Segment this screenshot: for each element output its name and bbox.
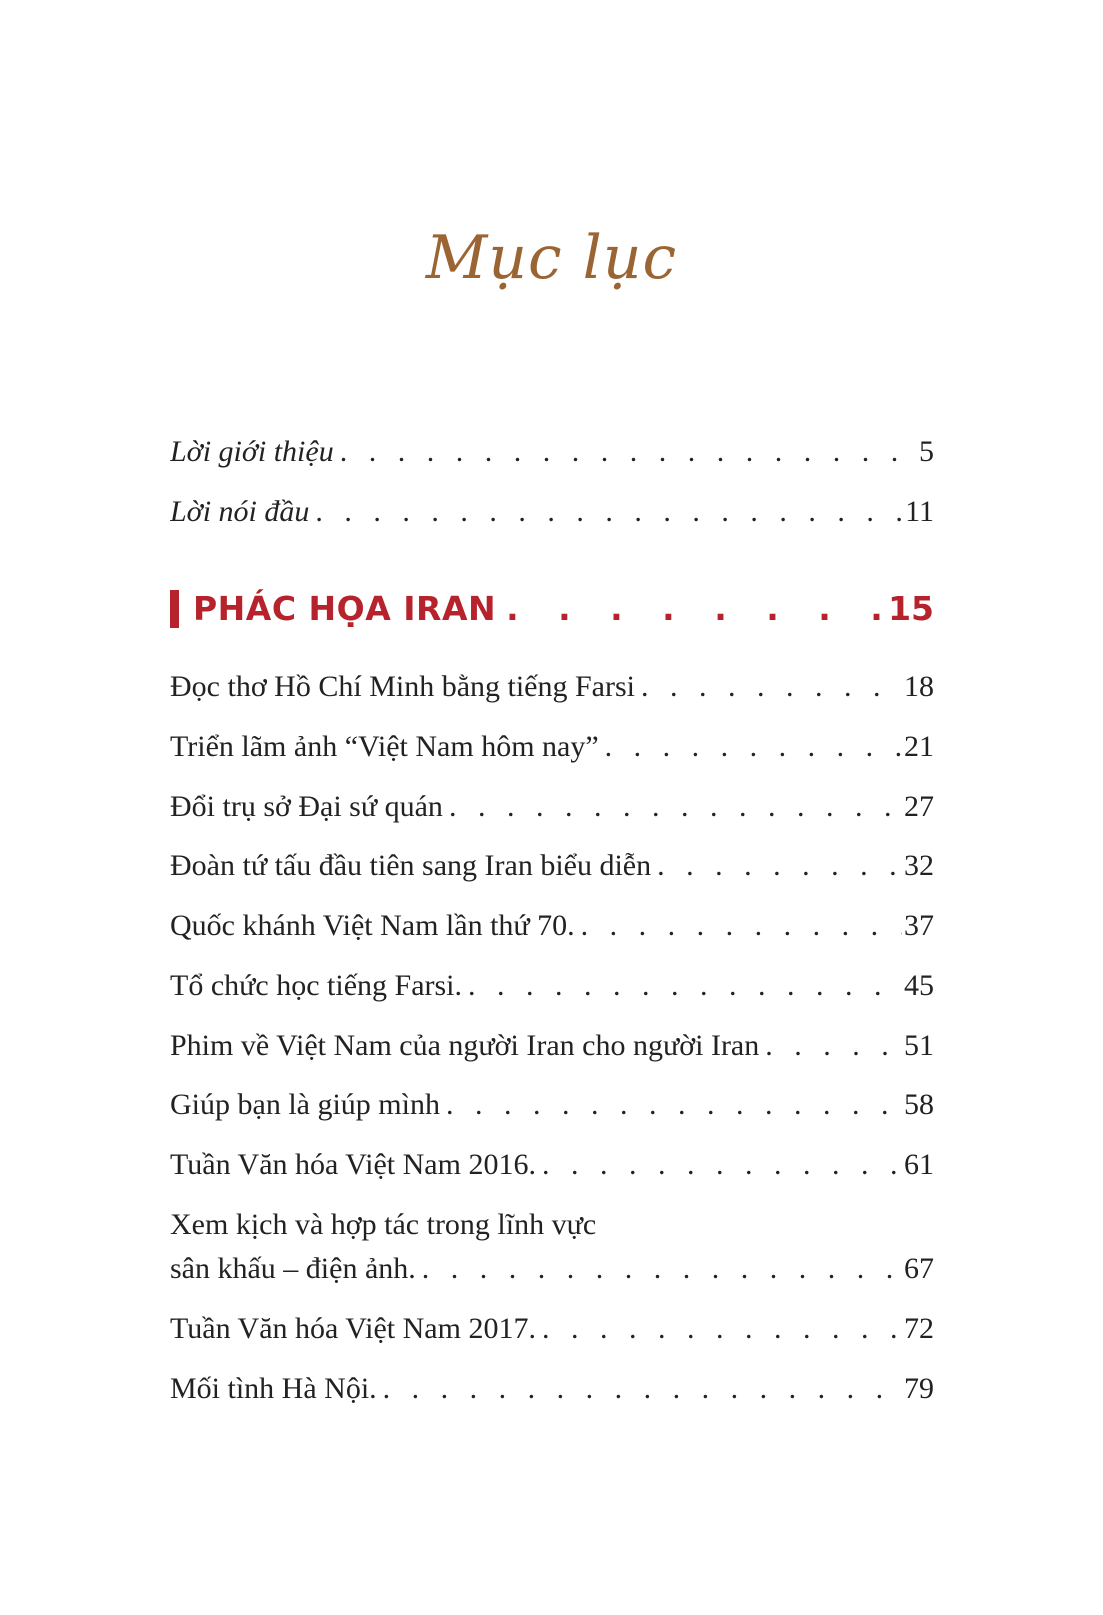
toc-page-number: 32 [904, 849, 934, 882]
toc-entry-preface[interactable] [170, 492, 934, 532]
toc-entry-label: Đổi trụ sở Đại sứ quán [170, 790, 443, 823]
toc-entry-label: Quốc khánh Việt Nam lần thứ 70. [170, 909, 575, 942]
dot-leader [416, 1249, 902, 1289]
toc-entry-label: Tuần Văn hóa Việt Nam 2016. [170, 1148, 536, 1181]
toc-page-number: 18 [904, 670, 934, 703]
toc-entry[interactable] [170, 667, 934, 707]
dot-leader [496, 584, 884, 634]
dot-leader [443, 787, 902, 827]
dot-leader [575, 906, 902, 946]
toc-entry[interactable] [170, 1369, 934, 1409]
toc-entry[interactable] [170, 1309, 934, 1349]
toc-page-number: 21 [904, 730, 934, 763]
toc-entry[interactable] [170, 1249, 934, 1289]
toc-entry-label: sân khấu – điện ảnh. [170, 1252, 416, 1285]
page-title: Mục lục [425, 223, 678, 293]
dot-leader [536, 1145, 902, 1185]
toc-section-heading[interactable] [170, 584, 934, 634]
toc-page-number: 27 [904, 790, 934, 823]
toc-page-number: 67 [904, 1252, 934, 1285]
toc-entry-label: Giúp bạn là giúp mình [170, 1088, 440, 1121]
toc-entry-label: Lời nói đầu [170, 495, 310, 528]
dot-leader [536, 1309, 902, 1349]
toc-page-number: 37 [904, 909, 934, 942]
dot-leader [309, 492, 903, 532]
dot-leader [334, 432, 917, 472]
toc-entry[interactable] [170, 906, 934, 946]
toc-entry-label: Đọc thơ Hồ Chí Minh bằng tiếng Farsi [170, 670, 635, 703]
toc-entry-label: Triển lãm ảnh “Việt Nam hôm nay” [170, 730, 599, 763]
toc-page-number: 61 [904, 1148, 934, 1181]
toc-page-number: 5 [919, 435, 934, 468]
toc-page-number: 58 [904, 1088, 934, 1121]
section-title: PHÁC HỌA IRAN [193, 589, 497, 628]
toc-entry-label: Mối tình Hà Nội. [170, 1372, 377, 1405]
toc-entry-label: Tuần Văn hóa Việt Nam 2017. [170, 1312, 536, 1345]
toc-entry-introduction[interactable] [170, 432, 934, 472]
dot-leader [440, 1085, 902, 1125]
section-marker-bar [170, 590, 179, 628]
toc-page-number: 51 [904, 1029, 934, 1062]
toc-page-number: 79 [904, 1372, 934, 1405]
dot-leader [759, 1026, 902, 1066]
toc-page-number: 11 [905, 495, 934, 528]
toc-entry[interactable] [170, 787, 934, 827]
dot-leader [599, 727, 902, 767]
toc-entry[interactable] [170, 966, 934, 1006]
dot-leader [377, 1369, 902, 1409]
toc-entry[interactable] [170, 846, 934, 886]
toc-entry[interactable] [170, 1085, 934, 1125]
toc-entry[interactable] [170, 727, 934, 767]
section-page-number: 15 [888, 589, 934, 628]
toc-entry[interactable] [170, 1145, 934, 1185]
toc-entry[interactable] [170, 1026, 934, 1066]
toc-entry-label: Đoàn tứ tấu đầu tiên sang Iran biểu diễn [170, 849, 652, 882]
toc-entry-label: Phim về Việt Nam của người Iran cho người Iran [170, 1029, 760, 1062]
toc-entry-label: Lời giới thiệu [170, 435, 334, 468]
toc-page-number: 45 [904, 969, 934, 1002]
dot-leader [635, 667, 902, 707]
dot-leader [651, 846, 902, 886]
toc-entry-first-line[interactable] [170, 1205, 934, 1245]
toc-page-number: 72 [904, 1312, 934, 1345]
toc-entry-label: Xem kịch và hợp tác trong lĩnh vực [170, 1208, 597, 1241]
dot-leader [462, 966, 902, 1006]
toc-entry-label: Tổ chức học tiếng Farsi. [170, 969, 463, 1002]
